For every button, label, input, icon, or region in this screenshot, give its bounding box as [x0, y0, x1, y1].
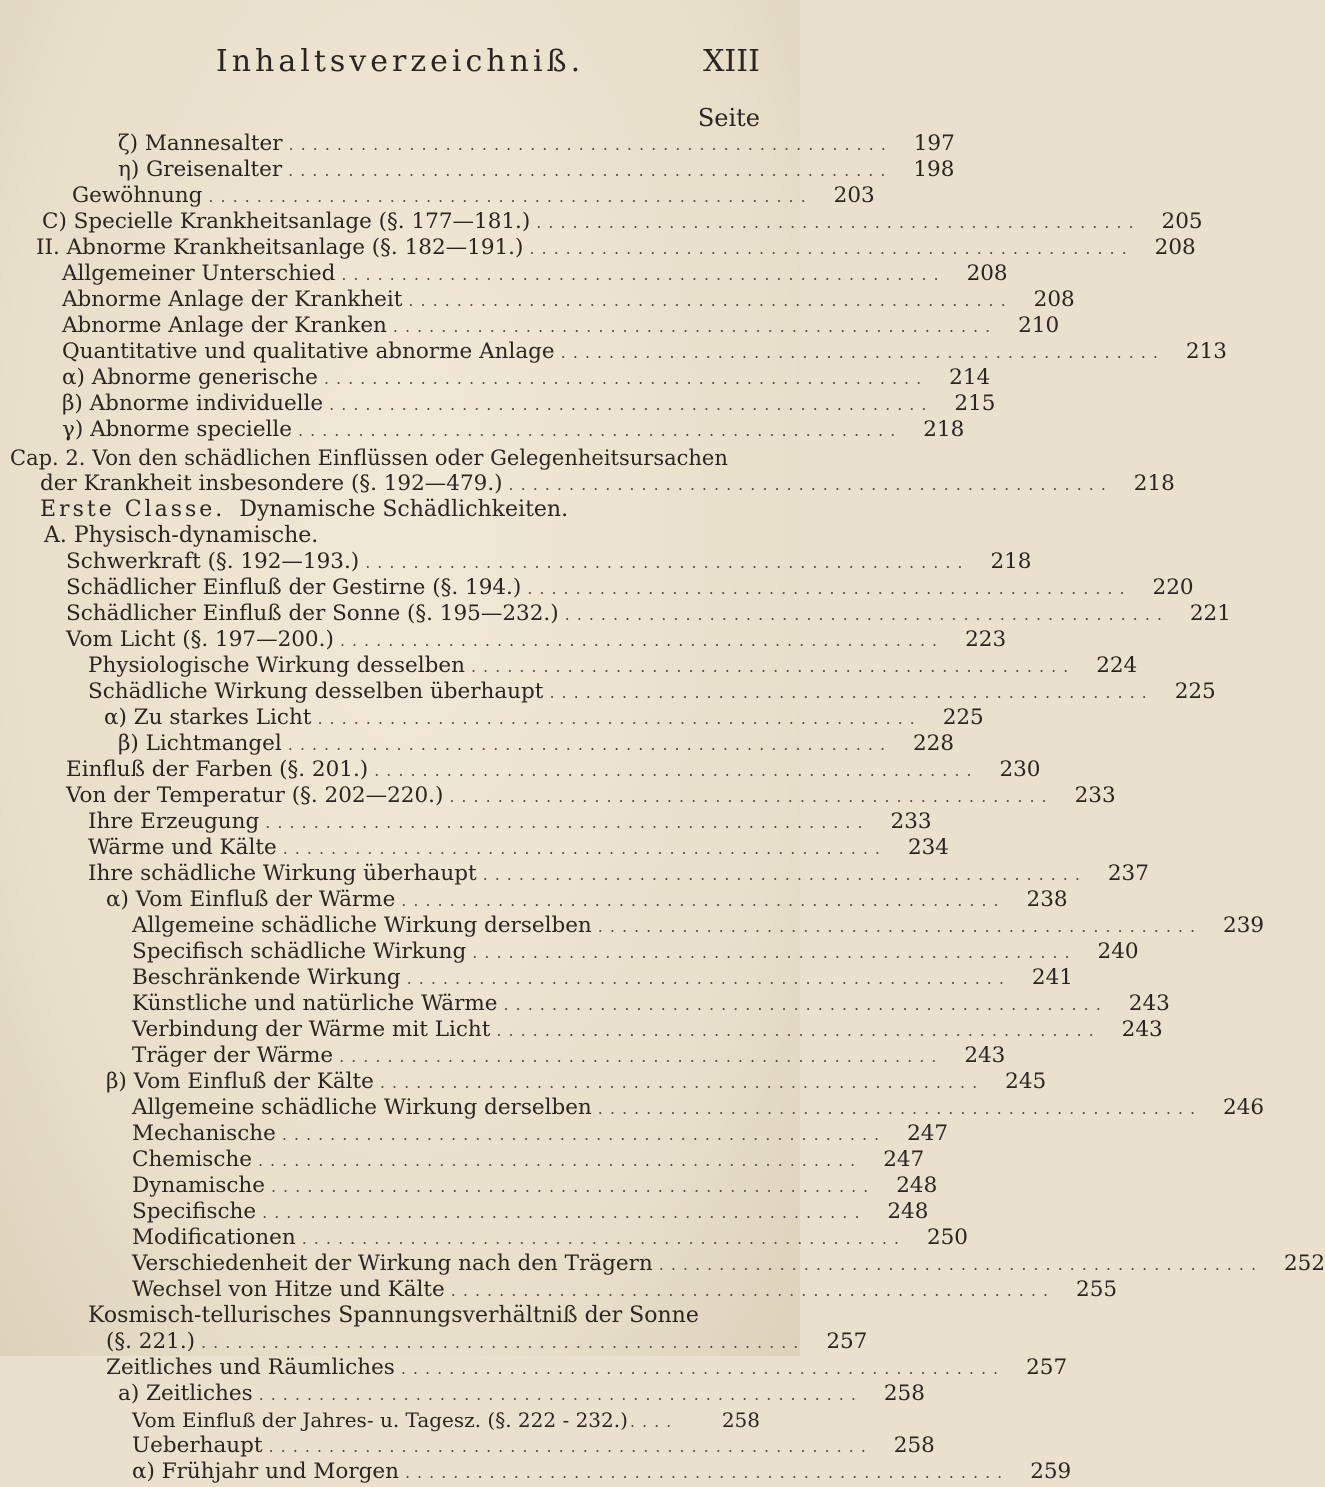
toc-entry: Abnorme Anlage der Krankheit .................................................. 208: [62, 287, 1075, 312]
toc-entry: Dynamische .................................................. 248: [132, 1173, 938, 1198]
toc-entry: C) Specielle Krankheitsanlage (§. 177—181.) .................................................. 205: [42, 209, 1203, 234]
section-heading: A. Physisch-dynamische.: [44, 523, 319, 548]
toc-entry: Künstliche und natürliche Wärme .................................................. 243: [132, 991, 1170, 1016]
chapter-subheading: der Krankheit insbesondere (§. 192—479.) .................................................. 218: [40, 471, 1175, 496]
seite-label: Seite: [697, 104, 760, 132]
toc-entry: γ) Abnorme specielle .................................................. 218: [62, 417, 965, 442]
toc-entry: Wechsel von Hitze und Kälte .................................................. 255: [132, 1277, 1118, 1302]
toc-entry: Chemische .................................................. 247: [132, 1147, 925, 1172]
toc-entry: Träger der Wärme .................................................. 243: [132, 1043, 1006, 1068]
toc-entry: Schädlicher Einfluß der Sonne (§. 195—232.) .................................................. 221: [66, 601, 1231, 626]
toc-entry: Vom Einfluß der Jahres- u. Tagesz. (§. 222 - 232.) .... 258: [132, 1408, 760, 1432]
page-header: [0, 44, 800, 84]
toc-entry: Ihre Erzeugung .................................................. 233: [88, 809, 932, 834]
classe-heading: Erste Classe. Dynamische Schädlichkeiten.: [40, 497, 569, 522]
chapter-heading: Cap. 2. Von den schädlichen Einflüssen oder Gelegenheitsursachen: [10, 446, 728, 470]
toc-entry: Schwerkraft (§. 192—193.) .................................................. 218: [66, 549, 1032, 574]
toc-entry: Verbindung der Wärme mit Licht .................................................. 243: [132, 1017, 1163, 1042]
toc-entry: Physiologische Wirkung desselben .................................................. 224: [88, 653, 1138, 678]
toc-entry: Specifische .................................................. 248: [132, 1199, 929, 1224]
toc-entry: Zeitliches und Räumliches .................................................. 257: [106, 1355, 1068, 1380]
toc-entry: Von der Temperatur (§. 202—220.) .................................................. 233: [66, 783, 1116, 808]
toc-entry: β) Lichtmangel .................................................. 228: [118, 731, 955, 756]
toc-entry: (§. 221.) .................................................. 257: [106, 1329, 868, 1354]
toc-entry: II. Abnorme Krankheitsanlage (§. 182—191.) .................................................. 208: [36, 235, 1196, 260]
toc-entry: Beschränkende Wirkung .................................................. 241: [132, 965, 1073, 990]
page-number: XIII: [703, 44, 760, 79]
toc-entry: Schädliche Wirkung desselben überhaupt .................................................. 225: [88, 679, 1216, 704]
toc-entry: Abnorme Anlage der Kranken .................................................. 210: [62, 313, 1060, 338]
toc-entry: a) Zeitliches .................................................. 258: [118, 1381, 925, 1406]
running-title: Inhaltsverzeichniß.: [215, 44, 585, 79]
toc-entry: Ihre schädliche Wirkung überhaupt .................................................. 237: [88, 861, 1149, 886]
toc-entry: Verschiedenheit der Wirkung nach den Trägern .................................................. 252: [132, 1251, 1325, 1276]
toc-entry: η) Greisenalter .................................................. 198: [118, 157, 955, 182]
toc-entry: Allgemeine schädliche Wirkung derselben .................................................. 246: [132, 1095, 1265, 1120]
toc-entry: Specifisch schädliche Wirkung .................................................. 240: [132, 939, 1139, 964]
toc-entry: Mechanische .................................................. 247: [132, 1121, 949, 1146]
toc-entry: β) Vom Einfluß der Kälte .................................................. 245: [106, 1069, 1047, 1094]
toc-entry: α) Frühjahr und Morgen .................................................. 259: [132, 1459, 1072, 1484]
toc-entry: Gewöhnung .................................................. 203: [72, 183, 875, 208]
toc-entry: Einfluß der Farben (§. 201.) .................................................. 230: [66, 757, 1041, 782]
toc-entry: α) Vom Einfluß der Wärme .................................................. 238: [106, 887, 1068, 912]
kosmisch-heading: Kosmisch-tellurisches Spannungsverhältniß der Sonne: [88, 1303, 699, 1328]
toc-entry: Quantitative und qualitative abnorme Anlage .................................................. 213: [62, 339, 1227, 364]
toc-entry: Allgemeiner Unterschied .................................................. 208: [62, 261, 1008, 286]
toc-entry: ζ) Mannesalter .................................................. 197: [118, 131, 955, 156]
toc-entry: α) Zu starkes Licht .................................................. 225: [104, 705, 984, 730]
toc-entry: Wärme und Kälte .................................................. 234: [88, 835, 949, 860]
toc-entry: Allgemeine schädliche Wirkung derselben .................................................. 239: [132, 913, 1265, 938]
toc-entry: α) Abnorme generische .................................................. 214: [62, 365, 991, 390]
toc-entry: Modificationen .................................................. 250: [132, 1225, 968, 1250]
toc-entry: Vom Licht (§. 197—200.) .................................................. 223: [66, 627, 1007, 652]
toc-entry: Schädlicher Einfluß der Gestirne (§. 194.) .................................................. 220: [66, 575, 1194, 600]
toc-entry: Ueberhaupt .................................................. 258: [132, 1433, 935, 1458]
toc-entry: β) Abnorme individuelle .................................................. 215: [62, 391, 996, 416]
